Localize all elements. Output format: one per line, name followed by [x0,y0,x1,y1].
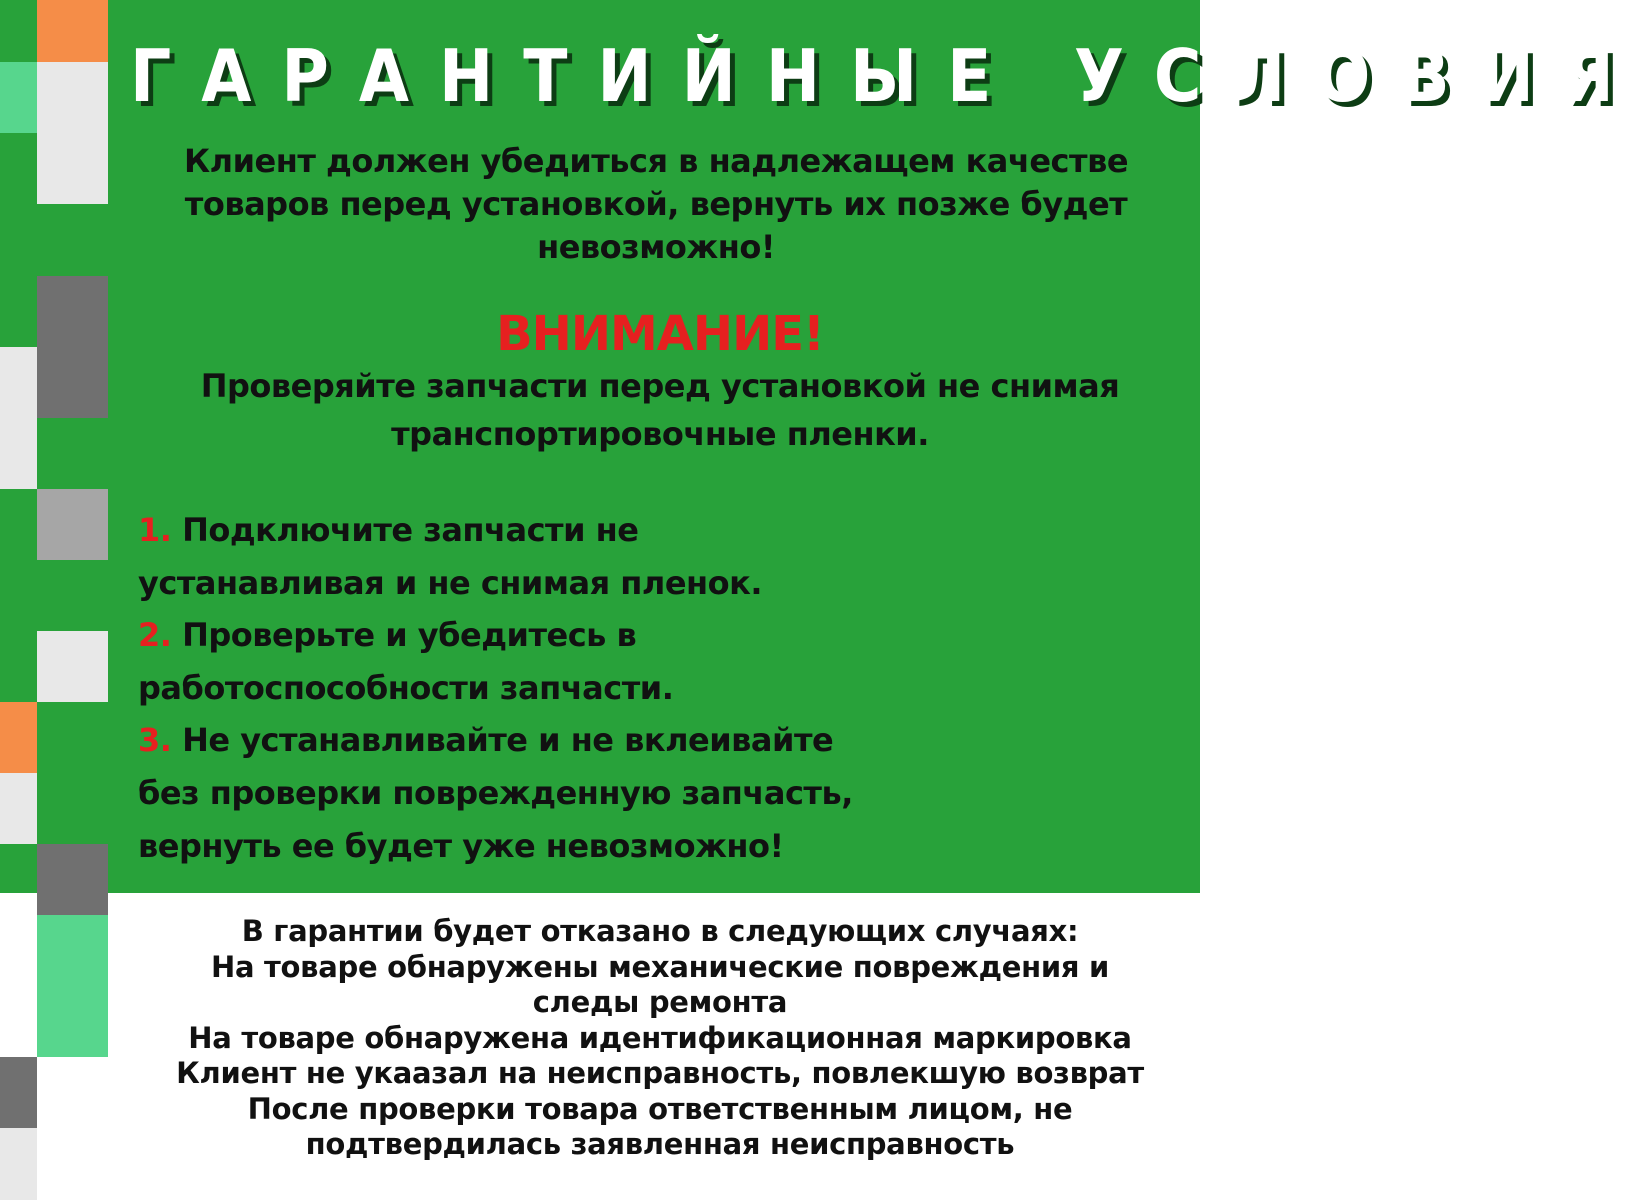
decor-block-light-gray [0,347,37,489]
refusal-item: На товаре обнаружены механические повреждения и [211,949,1109,984]
refusal-item: следы ремонта [532,985,788,1019]
step-3-text: Не устанавливайте и не вклеивайте [182,721,834,760]
decor-block-mint [37,915,108,1057]
decor-block-mint [0,62,37,133]
refusal-item: На товаре обнаружена идентификационная маркировка [188,1020,1132,1055]
decor-block-orange [0,702,37,773]
refusal-item: После проверки товара ответственным лицом, не [247,1091,1073,1126]
step-2-text: Проверьте и убедитесь в [182,616,637,655]
warning-text: Проверяйте запчасти перед установкой не снимая транспортировочные пленки. [200,367,1120,453]
decor-block-dark-gray [37,276,108,418]
decor-block-dark-gray [0,1057,37,1128]
decor-block-light-gray [37,62,108,204]
page-title: ГАРАНТИЙНЫЕ УСЛОВИЯ [130,34,1644,118]
step-3-number: 3. [138,721,172,760]
warranty-refusal-section [130,914,1190,1163]
refusal-heading: В гарантии будет отказано в следующих случаях: [241,914,1079,948]
step-1-text: Подключите запчасти не [182,511,639,549]
decor-block-orange [37,0,108,62]
step-1-number: 1. [138,511,172,549]
decor-block-light-gray [0,773,37,844]
intro-text: Клиент должен убедиться в надлежащем качестве товаров перед установкой, вернуть их позже будет невозможно! [183,142,1129,266]
steps-list [138,504,1138,872]
decor-block-mid-gray [37,489,108,560]
decor-block-light-gray [0,1128,37,1200]
step-3-line-1 [138,714,1138,767]
step-2-line-2: работоспособности запчасти. [138,668,674,707]
refusal-item: подтвердилась заявленная неисправность [305,1127,1015,1161]
decor-block-light-gray [37,631,108,702]
step-3-line-3: вернуть ее будет уже невозможно! [138,826,784,865]
step-1-line-2: устанавливая и не снимая пленок. [138,563,762,602]
step-2-line-1 [138,609,1138,662]
warning-title: ВНИМАНИЕ! [496,306,824,362]
step-3-line-2: без проверки поврежденную запчасть, [138,773,853,812]
step-2-number: 2. [138,616,172,655]
step-1-line-1 [138,504,1138,557]
refusal-item: Клиент не укаазал на неисправность, повлекшую возврат [176,1056,1144,1090]
decor-block-dark-gray [37,844,108,915]
